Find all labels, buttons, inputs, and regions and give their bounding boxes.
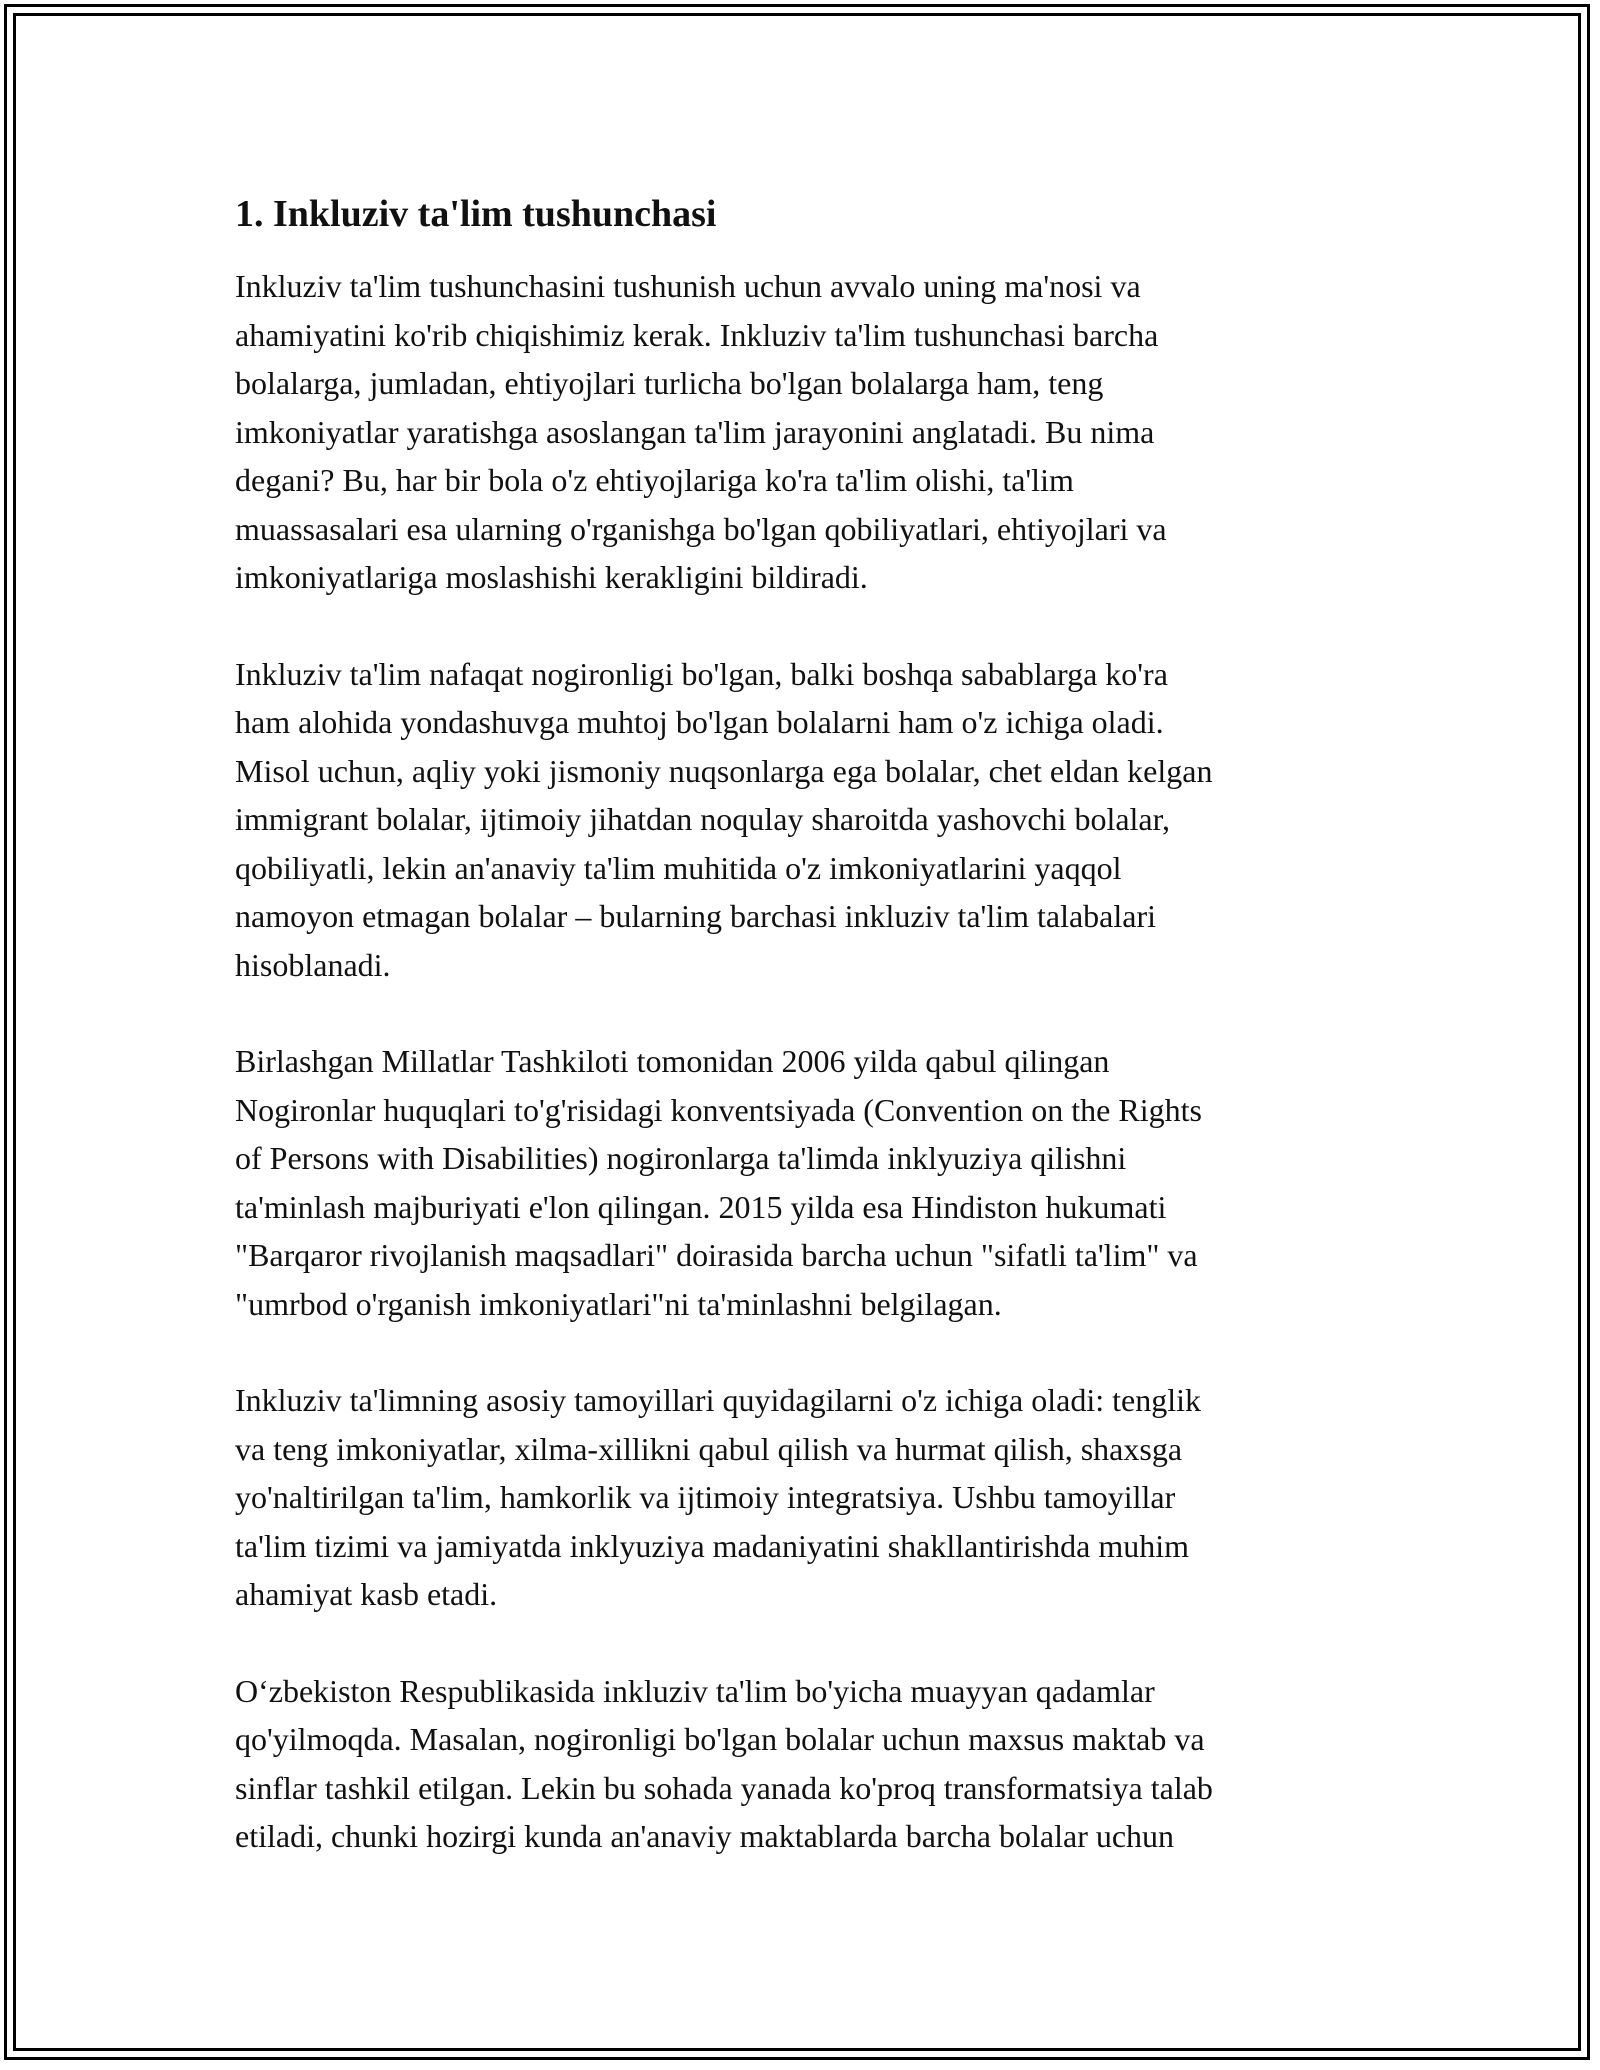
text-line: Misol uchun, aqliy yoki jismoniy nuqsonlarga ega bolalar, chet eldan kelgan <box>235 752 1213 789</box>
text-line: Nogironlar huquqlari to'g'risidagi konventsiyada (Convention on the Rights <box>235 1091 1202 1128</box>
text-line: ham alohida yondashuvga muhtoj bo'lgan bolalarni ham o'z ichiga oladi. <box>235 704 1164 740</box>
text-line: imkoniyatlariga moslashishi kerakligini bildiradi. <box>235 559 868 595</box>
text-line: Inkluziv ta'lim tushunchasini tushunish uchun avvalo uning ma'nosi va <box>235 268 1141 304</box>
paragraph <box>235 262 1365 602</box>
text-line: Birlashgan Millatlar Tashkiloti tomonidan 2006 yilda qabul qilingan <box>235 1043 1110 1079</box>
text-line: "umrbod o'rganish imkoniyatlari"ni ta'minlashni belgilagan. <box>235 1285 1002 1322</box>
page-title: 1. Inkluziv ta'lim tushunchasi <box>235 193 717 235</box>
text-line: ahamiyat kasb etadi. <box>235 1576 498 1612</box>
paragraph <box>235 1376 1365 1619</box>
text-line: O‘zbekiston Respublikasida inkluziv ta'lim bo'yicha muayyan qadamlar <box>235 1672 1155 1709</box>
paragraph <box>235 1037 1365 1328</box>
paragraph <box>235 650 1365 990</box>
text-line: hisoblanadi. <box>235 946 391 983</box>
text-line: muassasalari esa ularning o'rganishga bo'lgan qobiliyatlari, ehtiyojlari va <box>235 510 1167 547</box>
text-line: "Barqaror rivojlanish maqsadlari" doirasida barcha uchun "sifatli ta'lim" va <box>235 1237 1198 1273</box>
text-line: va teng imkoniyatlar, xilma-xillikni qabul qilish va hurmat qilish, shaxsga <box>235 1430 1183 1467</box>
text-line: immigrant bolalar, ijtimoiy jihatdan noqulay sharoitda yashovchi bolalar, <box>235 801 1170 837</box>
text-line: of Persons with Disabilities) nogironlarga ta'limda inklyuziya qilishni <box>235 1140 1127 1176</box>
text-line: imkoniyatlar yaratishga asoslangan ta'lim jarayonini anglatadi. Bu nima <box>235 413 1155 450</box>
text-line: Inkluziv ta'limning asosiy tamoyillari quyidagilarni o'z ichiga oladi: tenglik <box>235 1382 1201 1418</box>
document-body <box>235 190 1365 1909</box>
paragraph <box>235 1667 1365 1861</box>
text-line: namoyon etmagan bolalar – bularning barchasi inkluziv ta'lim talabalari <box>235 898 1157 934</box>
text-line: qo'yilmoqda. Masalan, nogironligi bo'lgan bolalar uchun maxsus maktab va <box>235 1721 1205 1757</box>
text-line: Inkluziv ta'lim nafaqat nogironligi bo'lgan, balki boshqa sabablarga ko'ra <box>235 655 1168 692</box>
text-line: ahamiyatini ko'rib chiqishimiz kerak. Inkluziv ta'lim tushunchasi barcha <box>235 316 1159 353</box>
text-line: qobiliyatli, lekin an'anaviy ta'lim muhitida o'z imkoniyatlarini yaqqol <box>235 849 1122 886</box>
text-line: etiladi, chunki hozirgi kunda an'anaviy maktablarda barcha bolalar uchun <box>235 1818 1175 1854</box>
text-line: ta'minlash majburiyati e'lon qilingan. 2015 yilda esa Hindiston hukumati <box>235 1188 1167 1225</box>
text-line: sinflar tashkil etilgan. Lekin bu sohada yanada ko'proq transformatsiya talab <box>235 1769 1213 1806</box>
text-line: yo'naltirilgan ta'lim, hamkorlik va ijtimoiy integratsiya. Ushbu tamoyillar <box>235 1479 1176 1515</box>
text-line: bolalarga, jumladan, ehtiyojlari turlicha bo'lgan bolalarga ham, teng <box>235 365 1104 401</box>
text-line: ta'lim tizimi va jamiyatda inklyuziya madaniyatini shakllantirishda muhim <box>235 1527 1189 1564</box>
text-line: degani? Bu, har bir bola o'z ehtiyojlariga ko'ra ta'lim olishi, ta'lim <box>235 462 1074 498</box>
